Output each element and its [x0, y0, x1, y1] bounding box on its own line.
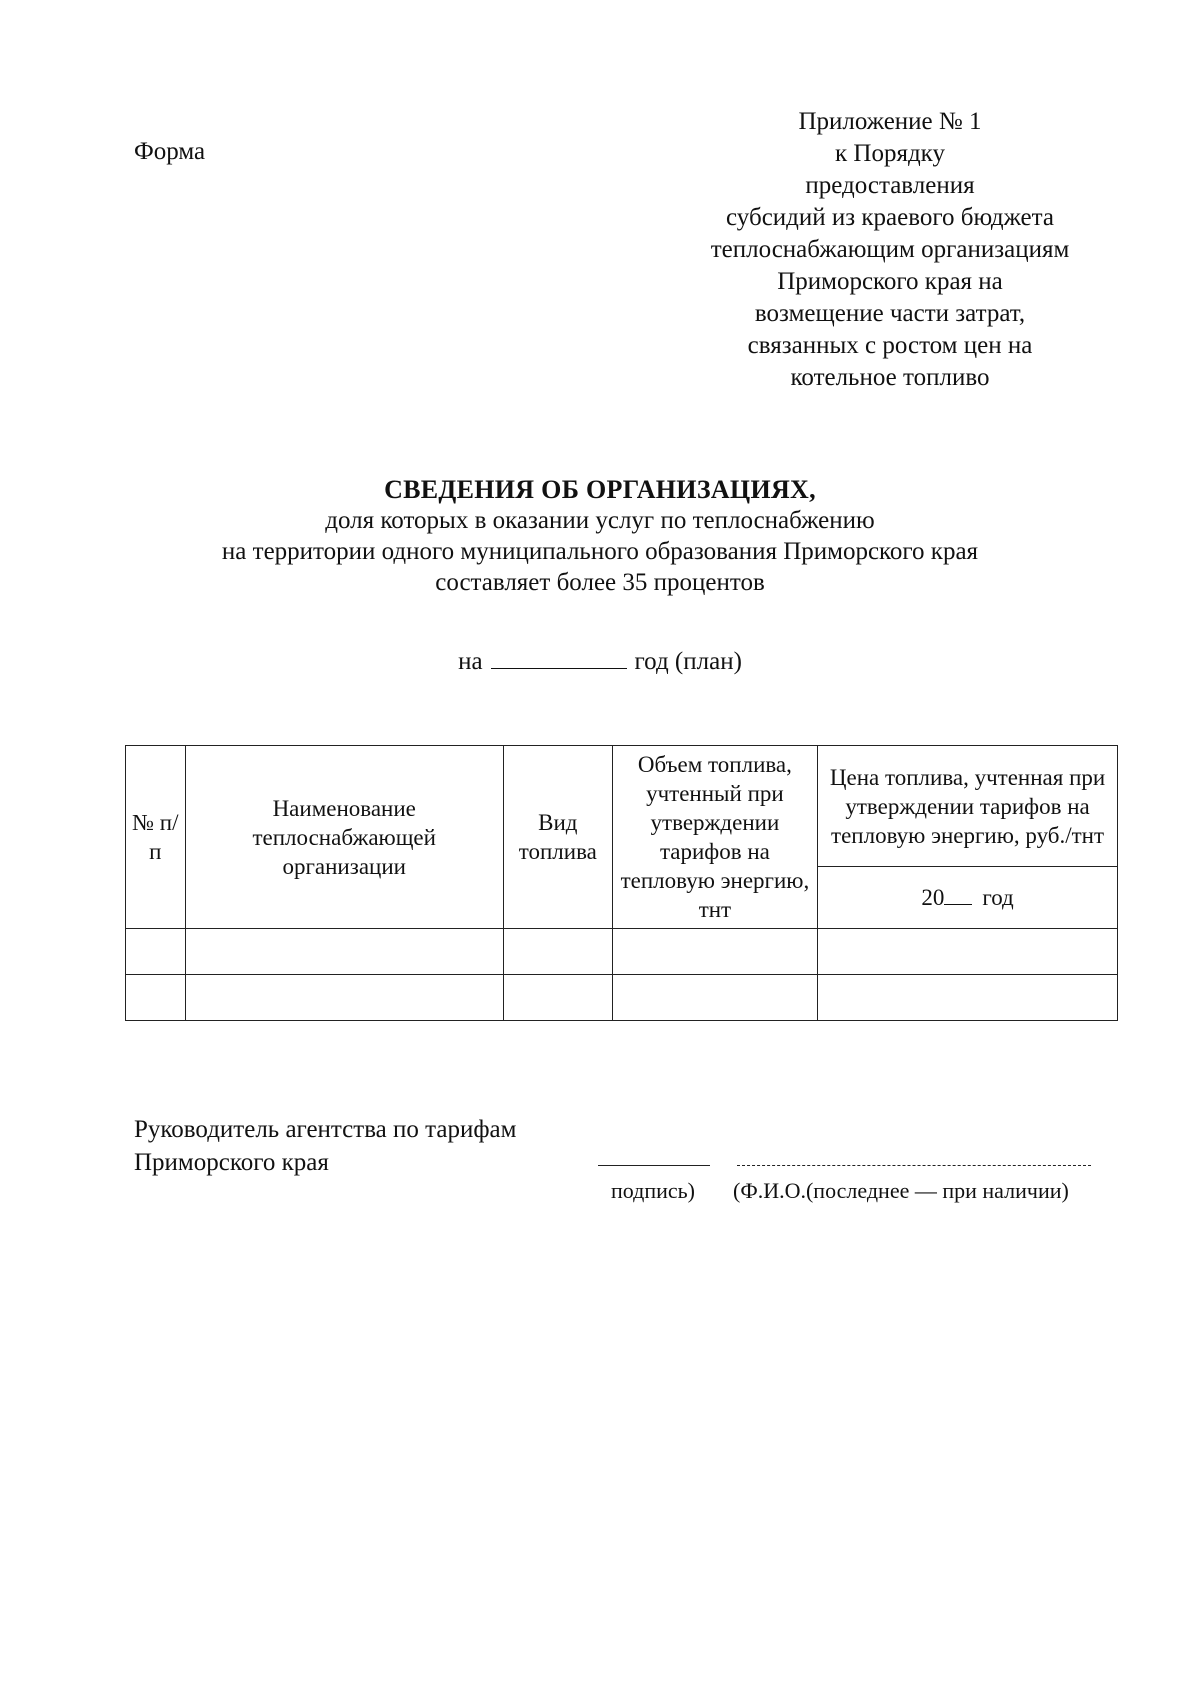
header-fuel: Вид топлива: [503, 746, 612, 929]
year-blank-field[interactable]: [491, 648, 627, 669]
appendix-line: субсидий из краевого бюджета: [726, 204, 1054, 231]
year-suffix: год: [982, 885, 1014, 910]
appendix-line: котельное топливо: [790, 364, 990, 391]
appendix-line: Приложение № 1: [798, 108, 982, 135]
cell-volume[interactable]: [612, 929, 817, 975]
period-prefix: на: [458, 648, 483, 675]
signer-position: [134, 1113, 516, 1179]
appendix-line: Приморского края на: [777, 268, 1003, 295]
organizations-table: [125, 745, 1118, 1021]
appendix-line: к Порядку: [835, 140, 945, 167]
signer-line: Руководитель агентства по тарифам: [134, 1116, 517, 1143]
cell-name[interactable]: [185, 975, 503, 1021]
cell-name[interactable]: [185, 929, 503, 975]
title-line: составляет более 35 процентов: [435, 569, 765, 596]
header-year: [818, 867, 1118, 929]
table-header-row: [126, 746, 1118, 867]
header-num: № п/п: [126, 746, 186, 929]
document-title: [0, 474, 1200, 598]
appendix-line: связанных с ростом цен на: [747, 332, 1033, 359]
appendix-line: предоставления: [805, 172, 975, 199]
signature-line[interactable]: [598, 1165, 710, 1166]
full-name-line[interactable]: [737, 1165, 1091, 1166]
cell-price[interactable]: [818, 975, 1118, 1021]
cell-fuel[interactable]: [503, 929, 612, 975]
title-main: СВЕДЕНИЯ ОБ ОРГАНИЗАЦИЯХ,: [384, 475, 816, 504]
appendix-line: возмещение части затрат,: [754, 300, 1026, 327]
year-blank[interactable]: [944, 886, 972, 905]
signer-line: Приморского края: [134, 1149, 329, 1176]
title-line: на территории одного муниципального образования Приморского края: [221, 538, 979, 565]
table-row: [126, 929, 1118, 975]
cell-num[interactable]: [126, 975, 186, 1021]
cell-num[interactable]: [126, 929, 186, 975]
year-prefix: 20: [921, 885, 945, 910]
appendix-block: [680, 106, 1100, 394]
table-row: [126, 975, 1118, 1021]
header-name: Наименование теплоснабжающей организации: [185, 746, 503, 929]
appendix-line: теплоснабжающим организациям: [710, 236, 1070, 263]
cell-price[interactable]: [818, 929, 1118, 975]
signature-caption: подпись): [611, 1178, 696, 1203]
form-label: Форма: [134, 138, 206, 165]
title-line: доля которых в оказании услуг по теплоснабжению: [325, 507, 875, 534]
name-caption: (Ф.И.О.(последнее — при наличии): [733, 1178, 1069, 1203]
header-price: Цена топлива, учтенная при утверждении тарифов на тепловую энергию, руб./тнт: [818, 746, 1118, 867]
period-line: [0, 648, 1200, 676]
period-suffix: год (план): [634, 648, 742, 675]
cell-fuel[interactable]: [503, 975, 612, 1021]
cell-volume[interactable]: [612, 975, 817, 1021]
header-volume: Объем топлива, учтенный при утверждении тарифов на тепловую энергию, тнт: [612, 746, 817, 929]
